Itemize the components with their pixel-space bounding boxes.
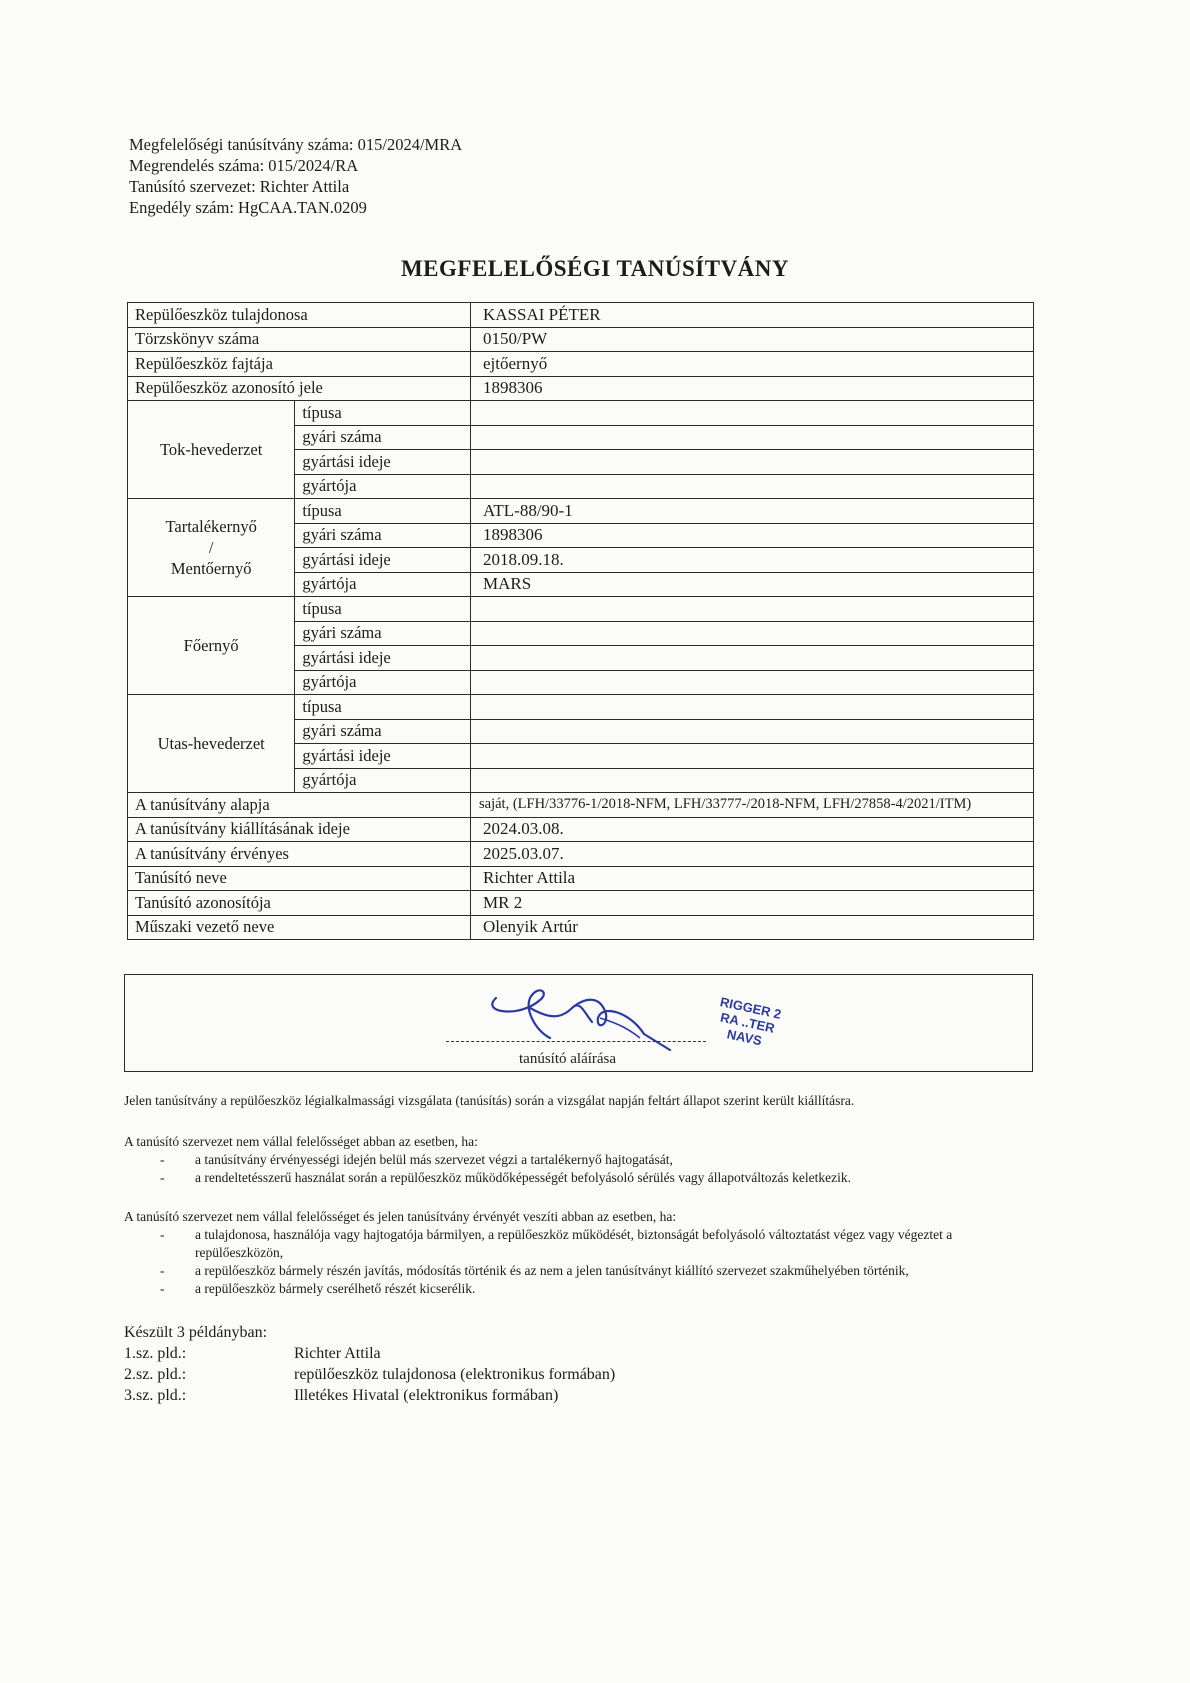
valid-until-value: 2025.03.07.	[471, 842, 1034, 867]
sub-value	[471, 695, 1034, 720]
sub-value	[471, 670, 1034, 695]
list-item-text: a rendeltetésszerű használat során a repülőeszköz működőképességét befolyásoló sérülés vagy állapotváltozás keletkezik.	[195, 1170, 851, 1185]
sub-value	[471, 597, 1034, 622]
table-row	[128, 597, 1034, 622]
table-row	[128, 352, 1034, 377]
sub-label: gyártója	[295, 670, 471, 695]
sub-value: MARS	[471, 572, 1034, 597]
sub-label: gyári száma	[295, 425, 471, 450]
rigger-stamp: RIGGER 2 RA ..TER NAVS	[718, 994, 783, 1049]
list-item	[124, 1151, 1034, 1169]
license-number: Engedély szám: HgCAA.TAN.0209	[129, 198, 367, 217]
copy-row	[124, 1364, 616, 1385]
list-item-text: a tanúsítvány érvényességi idején belül más szervezet végzi a tartalékernyő hajtogatását,	[195, 1152, 673, 1167]
sub-label: gyártási ideje	[295, 450, 471, 475]
sub-value	[471, 401, 1034, 426]
row-label: A tanúsítvány érvényes	[128, 842, 471, 867]
handwritten-signature	[480, 978, 720, 1058]
list-item	[124, 1226, 1034, 1262]
liability-paragraph-1	[124, 1133, 1034, 1187]
certifier-name-value: Richter Attila	[471, 866, 1034, 891]
sub-value	[471, 768, 1034, 793]
technical-manager-value: Olenyik Artúr	[471, 915, 1034, 940]
sub-value: ATL-88/90-1	[471, 499, 1034, 524]
sub-label: gyári száma	[295, 719, 471, 744]
row-label: Repülőeszköz fajtája	[128, 352, 471, 377]
sub-label: típusa	[295, 695, 471, 720]
dash-bullet: -	[160, 1152, 165, 1167]
row-label: Tanúsító azonosítója	[128, 891, 471, 916]
sub-value	[471, 719, 1034, 744]
list-item-text: a repülőeszköz bármely cserélhető részét kicserélik.	[195, 1281, 476, 1296]
logbook-value: 0150/PW	[471, 327, 1034, 352]
group-name-line: Tartalékernyő	[165, 517, 257, 536]
sub-value	[471, 450, 1034, 475]
dash-bullet: -	[160, 1281, 165, 1296]
row-label: Tanúsító neve	[128, 866, 471, 891]
group-harness-container: Tok-hevederzet	[128, 401, 295, 499]
group-reserve-canopy	[128, 499, 295, 597]
issue-date-value: 2024.03.08.	[471, 817, 1034, 842]
copy-row	[124, 1385, 559, 1406]
list-item-text: a tulajdonosa, használója vagy hajtogatója bármilyen, a repülőeszköz működését, biztonságát befolyásoló változtatást végez vagy végeztet a repülőeszközön,	[195, 1227, 953, 1260]
certificate-table	[127, 302, 1034, 940]
row-label: Műszaki vezető neve	[128, 915, 471, 940]
table-row	[128, 817, 1034, 842]
basis-value: saját, (LFH/33776-1/2018-NFM, LFH/33777-/2018-NFM, LFH/27858-4/2021/ITM)	[471, 793, 1034, 818]
copy-label: 3.sz. pld.:	[124, 1387, 187, 1404]
owner-value: KASSAI PÉTER	[471, 303, 1034, 328]
order-number: Megrendelés száma: 015/2024/RA	[129, 156, 359, 175]
sub-label: típusa	[295, 401, 471, 426]
row-label: Repülőeszköz tulajdonosa	[128, 303, 471, 328]
sub-label: gyári száma	[295, 523, 471, 548]
certifying-organization: Tanúsító szervezet: Richter Attila	[129, 177, 350, 196]
dash-bullet: -	[160, 1263, 165, 1278]
sub-label: gyártója	[295, 768, 471, 793]
row-label: Repülőeszköz azonosító jele	[128, 376, 471, 401]
sub-label: gyártási ideje	[295, 548, 471, 573]
dash-bullet: -	[160, 1170, 165, 1185]
group-name-line: /	[208, 538, 214, 557]
copy-label: 2.sz. pld.:	[124, 1366, 187, 1383]
sub-label: gyártási ideje	[295, 744, 471, 769]
dash-bullet: -	[160, 1227, 165, 1242]
sub-label: gyártója	[295, 572, 471, 597]
signature-line	[446, 1041, 706, 1042]
group-name-line: Mentőernyő	[170, 559, 252, 578]
table-row	[128, 695, 1034, 720]
sub-label: gyári száma	[295, 621, 471, 646]
liability-lead: A tanúsító szervezet nem vállal felelősséget és jelen tanúsítvány érvényét veszíti abban az esetben, ha:	[124, 1209, 677, 1224]
copy-row	[124, 1343, 381, 1364]
signature-caption: tanúsító aláírása	[519, 1051, 617, 1067]
list-item	[124, 1169, 1034, 1187]
sub-value	[471, 474, 1034, 499]
intro-paragraph	[124, 1092, 1034, 1110]
sub-value	[471, 425, 1034, 450]
group-passenger-harness: Utas-hevederzet	[128, 695, 295, 793]
copy-label: 1.sz. pld.:	[124, 1345, 187, 1362]
copies-section	[124, 1322, 616, 1406]
list-item	[124, 1262, 1034, 1280]
table-row	[128, 401, 1034, 426]
sub-value: 2018.09.18.	[471, 548, 1034, 573]
copy-value: repülőeszköz tulajdonosa (elektronikus formában)	[294, 1366, 616, 1383]
intro-text: Jelen tanúsítvány a repülőeszköz légialkalmassági vizsgálata (tanúsítás) során a vizsgálat napján feltárt állapot szerint került kiállításra.	[124, 1093, 855, 1108]
table-row	[128, 866, 1034, 891]
type-value: ejtőernyő	[471, 352, 1034, 377]
list-item-text: a repülőeszköz bármely részén javítás, módosítás történik és az nem a jelen tanúsítványt kiállító szervezet szakműhelyében történik,	[195, 1263, 909, 1278]
table-row	[128, 303, 1034, 328]
list-item	[124, 1280, 1034, 1298]
identifier-value: 1898306	[471, 376, 1034, 401]
copy-value: Richter Attila	[294, 1345, 381, 1362]
row-label: A tanúsítvány alapja	[128, 793, 471, 818]
liability-lead: A tanúsító szervezet nem vállal felelősséget abban az esetben, ha:	[124, 1134, 478, 1149]
sub-label: típusa	[295, 597, 471, 622]
certificate-header	[129, 134, 462, 218]
sub-label: gyártója	[295, 474, 471, 499]
sub-label: típusa	[295, 499, 471, 524]
sub-label: gyártási ideje	[295, 646, 471, 671]
table-row	[128, 842, 1034, 867]
document-title: MEGFELELŐSÉGI TANÚSÍTVÁNY	[400, 256, 790, 281]
certificate-number: Megfelelőségi tanúsítvány száma: 015/2024/MRA	[129, 135, 463, 154]
table-row	[128, 327, 1034, 352]
table-row	[128, 793, 1034, 818]
liability-paragraph-2	[124, 1208, 1034, 1298]
row-label: A tanúsítvány kiállításának ideje	[128, 817, 471, 842]
sub-value	[471, 744, 1034, 769]
row-label: Törzskönyv száma	[128, 327, 471, 352]
table-row	[128, 376, 1034, 401]
copy-value: Illetékes Hivatal (elektronikus formában)	[294, 1387, 559, 1404]
copies-heading: Készült 3 példányban:	[124, 1324, 268, 1341]
sub-value: 1898306	[471, 523, 1034, 548]
table-row	[128, 891, 1034, 916]
sub-value	[471, 646, 1034, 671]
table-row	[128, 499, 1034, 524]
table-row	[128, 915, 1034, 940]
group-main-canopy: Főernyő	[128, 597, 295, 695]
sub-value	[471, 621, 1034, 646]
certifier-id-value: MR 2	[471, 891, 1034, 916]
